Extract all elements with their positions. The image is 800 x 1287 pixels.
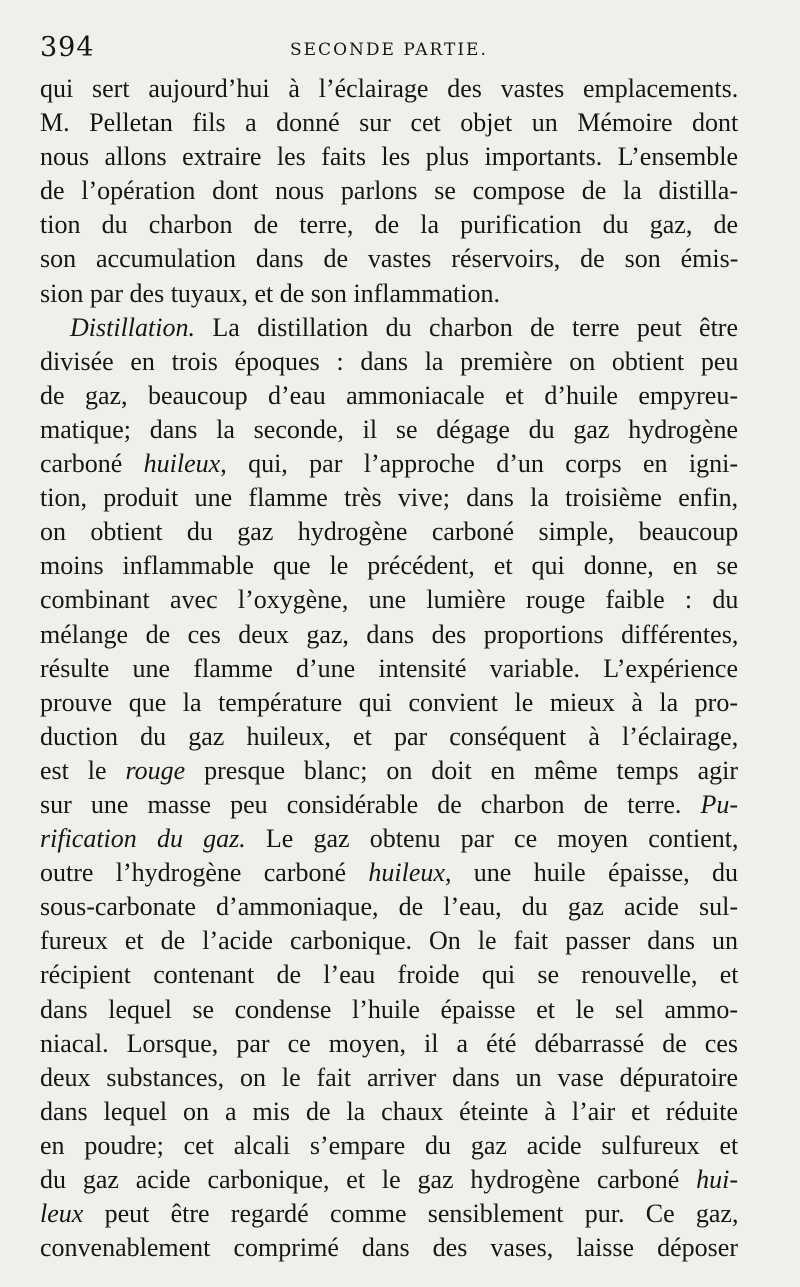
text-run: dans lequel on a mis de la chaux éteinte à l’air et réduite — [40, 1096, 738, 1126]
text-run: du gaz acide carbonique, et le gaz hydrogène carboné — [40, 1165, 697, 1194]
text-line — [40, 1129, 738, 1163]
text-run: tion du charbon de terre, de la purification du gaz, de — [40, 210, 738, 240]
text-line — [40, 720, 738, 754]
text-run: niacal. Lorsque, par ce moyen, il a été débarrassé de ces — [40, 1028, 738, 1058]
text-line — [40, 618, 738, 652]
text-line — [40, 413, 738, 447]
text-run: de gaz, beaucoup d’eau ammoniacale et d’huile empyreu- — [40, 380, 738, 410]
text-line — [40, 1061, 738, 1095]
text-run: carboné — [40, 449, 144, 479]
text-line — [40, 993, 738, 1027]
text-run: son accumulation dans de vastes réservoirs, de son émis- — [40, 244, 739, 274]
text-line — [40, 481, 738, 515]
text-line — [40, 924, 738, 958]
text-line — [40, 242, 738, 276]
italic-text: Pu- — [700, 789, 738, 819]
text-run: est le — [40, 755, 126, 785]
text-line — [40, 890, 738, 924]
text-run: presque blanc; on doit en même temps agir — [185, 755, 738, 785]
italic-text: hui- — [696, 1165, 738, 1194]
text-line — [40, 311, 738, 345]
italic-text: rification du gaz. — [40, 824, 246, 854]
text-line — [40, 140, 738, 174]
text-run: , une huile épaisse, du — [444, 858, 738, 888]
italic-text: huileux — [143, 449, 221, 479]
text-run: mélange de ces deux gaz, dans des proportions différentes, — [40, 619, 739, 649]
text-line — [40, 822, 738, 856]
text-line — [40, 549, 738, 583]
text-line — [40, 106, 738, 140]
italic-text: huileux — [368, 858, 445, 888]
text-run: de l’opération dont nous parlons se compose de la distilla- — [40, 176, 738, 206]
text-line — [40, 856, 738, 890]
text-line — [40, 1231, 738, 1265]
text-run: Le gaz obtenu par ce moyen contient, — [245, 824, 739, 854]
text-line — [40, 1027, 738, 1061]
text-run: combinant avec l’oxygène, une lumière rouge faible : du — [40, 585, 739, 615]
text-line — [40, 345, 738, 379]
text-run: sur une masse peu considérable de charbon de terre. — [40, 789, 701, 819]
text-run: duction du gaz huileux, et par conséquent à l’éclairage, — [40, 721, 739, 751]
text-run: tion, produit une flamme très vive; dans la troisième enfin, — [40, 483, 739, 513]
text-line — [40, 1095, 738, 1129]
text-run: M. Pelletan fils a donné sur cet objet un Mémoire dont — [40, 108, 739, 138]
body-text — [40, 72, 738, 1265]
text-run: nous allons extraire les faits les plus importants. L’ensemble — [40, 142, 738, 172]
text-run: peut être regardé comme sensiblement pur. Ce gaz, — [83, 1199, 739, 1229]
text-line — [40, 447, 738, 481]
italic-text: rouge — [125, 755, 186, 785]
text-run: outre l’hydrogène carboné — [40, 858, 369, 888]
text-run: dans lequel se condense l’huile épaisse et le sel ammo- — [40, 994, 739, 1024]
text-run: sion par des tuyaux, et de son inflammation. — [40, 278, 500, 308]
text-run: fureux et de l’acide carbonique. On le fait passer dans un — [40, 926, 738, 956]
text-run: prouve que la température qui convient le mieux à la pro- — [40, 687, 738, 717]
text-line — [40, 652, 738, 686]
page-header — [40, 26, 738, 76]
text-run: moins inflammable que le précédent, et qui donne, en se — [40, 551, 738, 581]
italic-text: leux — [40, 1199, 84, 1229]
text-run: on obtient du gaz hydrogène carboné simple, beaucoup — [40, 517, 739, 547]
text-line — [40, 958, 738, 992]
text-run: en poudre; cet alcali s’empare du gaz acide sulfureux et — [40, 1130, 739, 1160]
running-head: SECONDE PARTIE. — [290, 40, 488, 60]
text-run: La distillation du charbon de terre peut être — [194, 312, 738, 342]
text-run: sous-carbonate d’ammoniaque, de l’eau, du gaz acide sul- — [40, 892, 738, 922]
text-line — [40, 379, 738, 413]
text-line — [40, 515, 738, 549]
text-run: qui sert aujourd’hui à l’éclairage des vastes emplacements. — [40, 74, 739, 103]
text-run: , qui, par l’approche d’un corps en igni- — [220, 449, 739, 479]
text-line — [40, 583, 738, 617]
text-run: matique; dans la seconde, il se dégage du gaz hydrogène — [40, 414, 738, 444]
text-run: récipient contenant de l’eau froide qui se renouvelle, et — [40, 960, 739, 990]
text-line — [40, 208, 738, 242]
text-line — [40, 686, 738, 720]
text-line — [40, 1163, 738, 1197]
text-run: résulte une flamme d’une intensité variable. L’expérience — [40, 653, 738, 683]
text-line — [40, 788, 738, 822]
text-run: deux substances, on le fait arriver dans un vase dépuratoire — [40, 1062, 738, 1092]
italic-text: Distillation. — [70, 312, 195, 342]
text-line — [40, 754, 738, 788]
text-line — [40, 174, 738, 208]
page-number: 394 — [40, 32, 95, 63]
text-line — [40, 72, 738, 106]
text-line — [40, 1197, 738, 1231]
text-run: convenablement comprimé dans des vases, laisse déposer — [40, 1233, 738, 1263]
text-run: divisée en trois époques : dans la première on obtient peu — [40, 346, 739, 376]
text-line — [40, 277, 738, 311]
